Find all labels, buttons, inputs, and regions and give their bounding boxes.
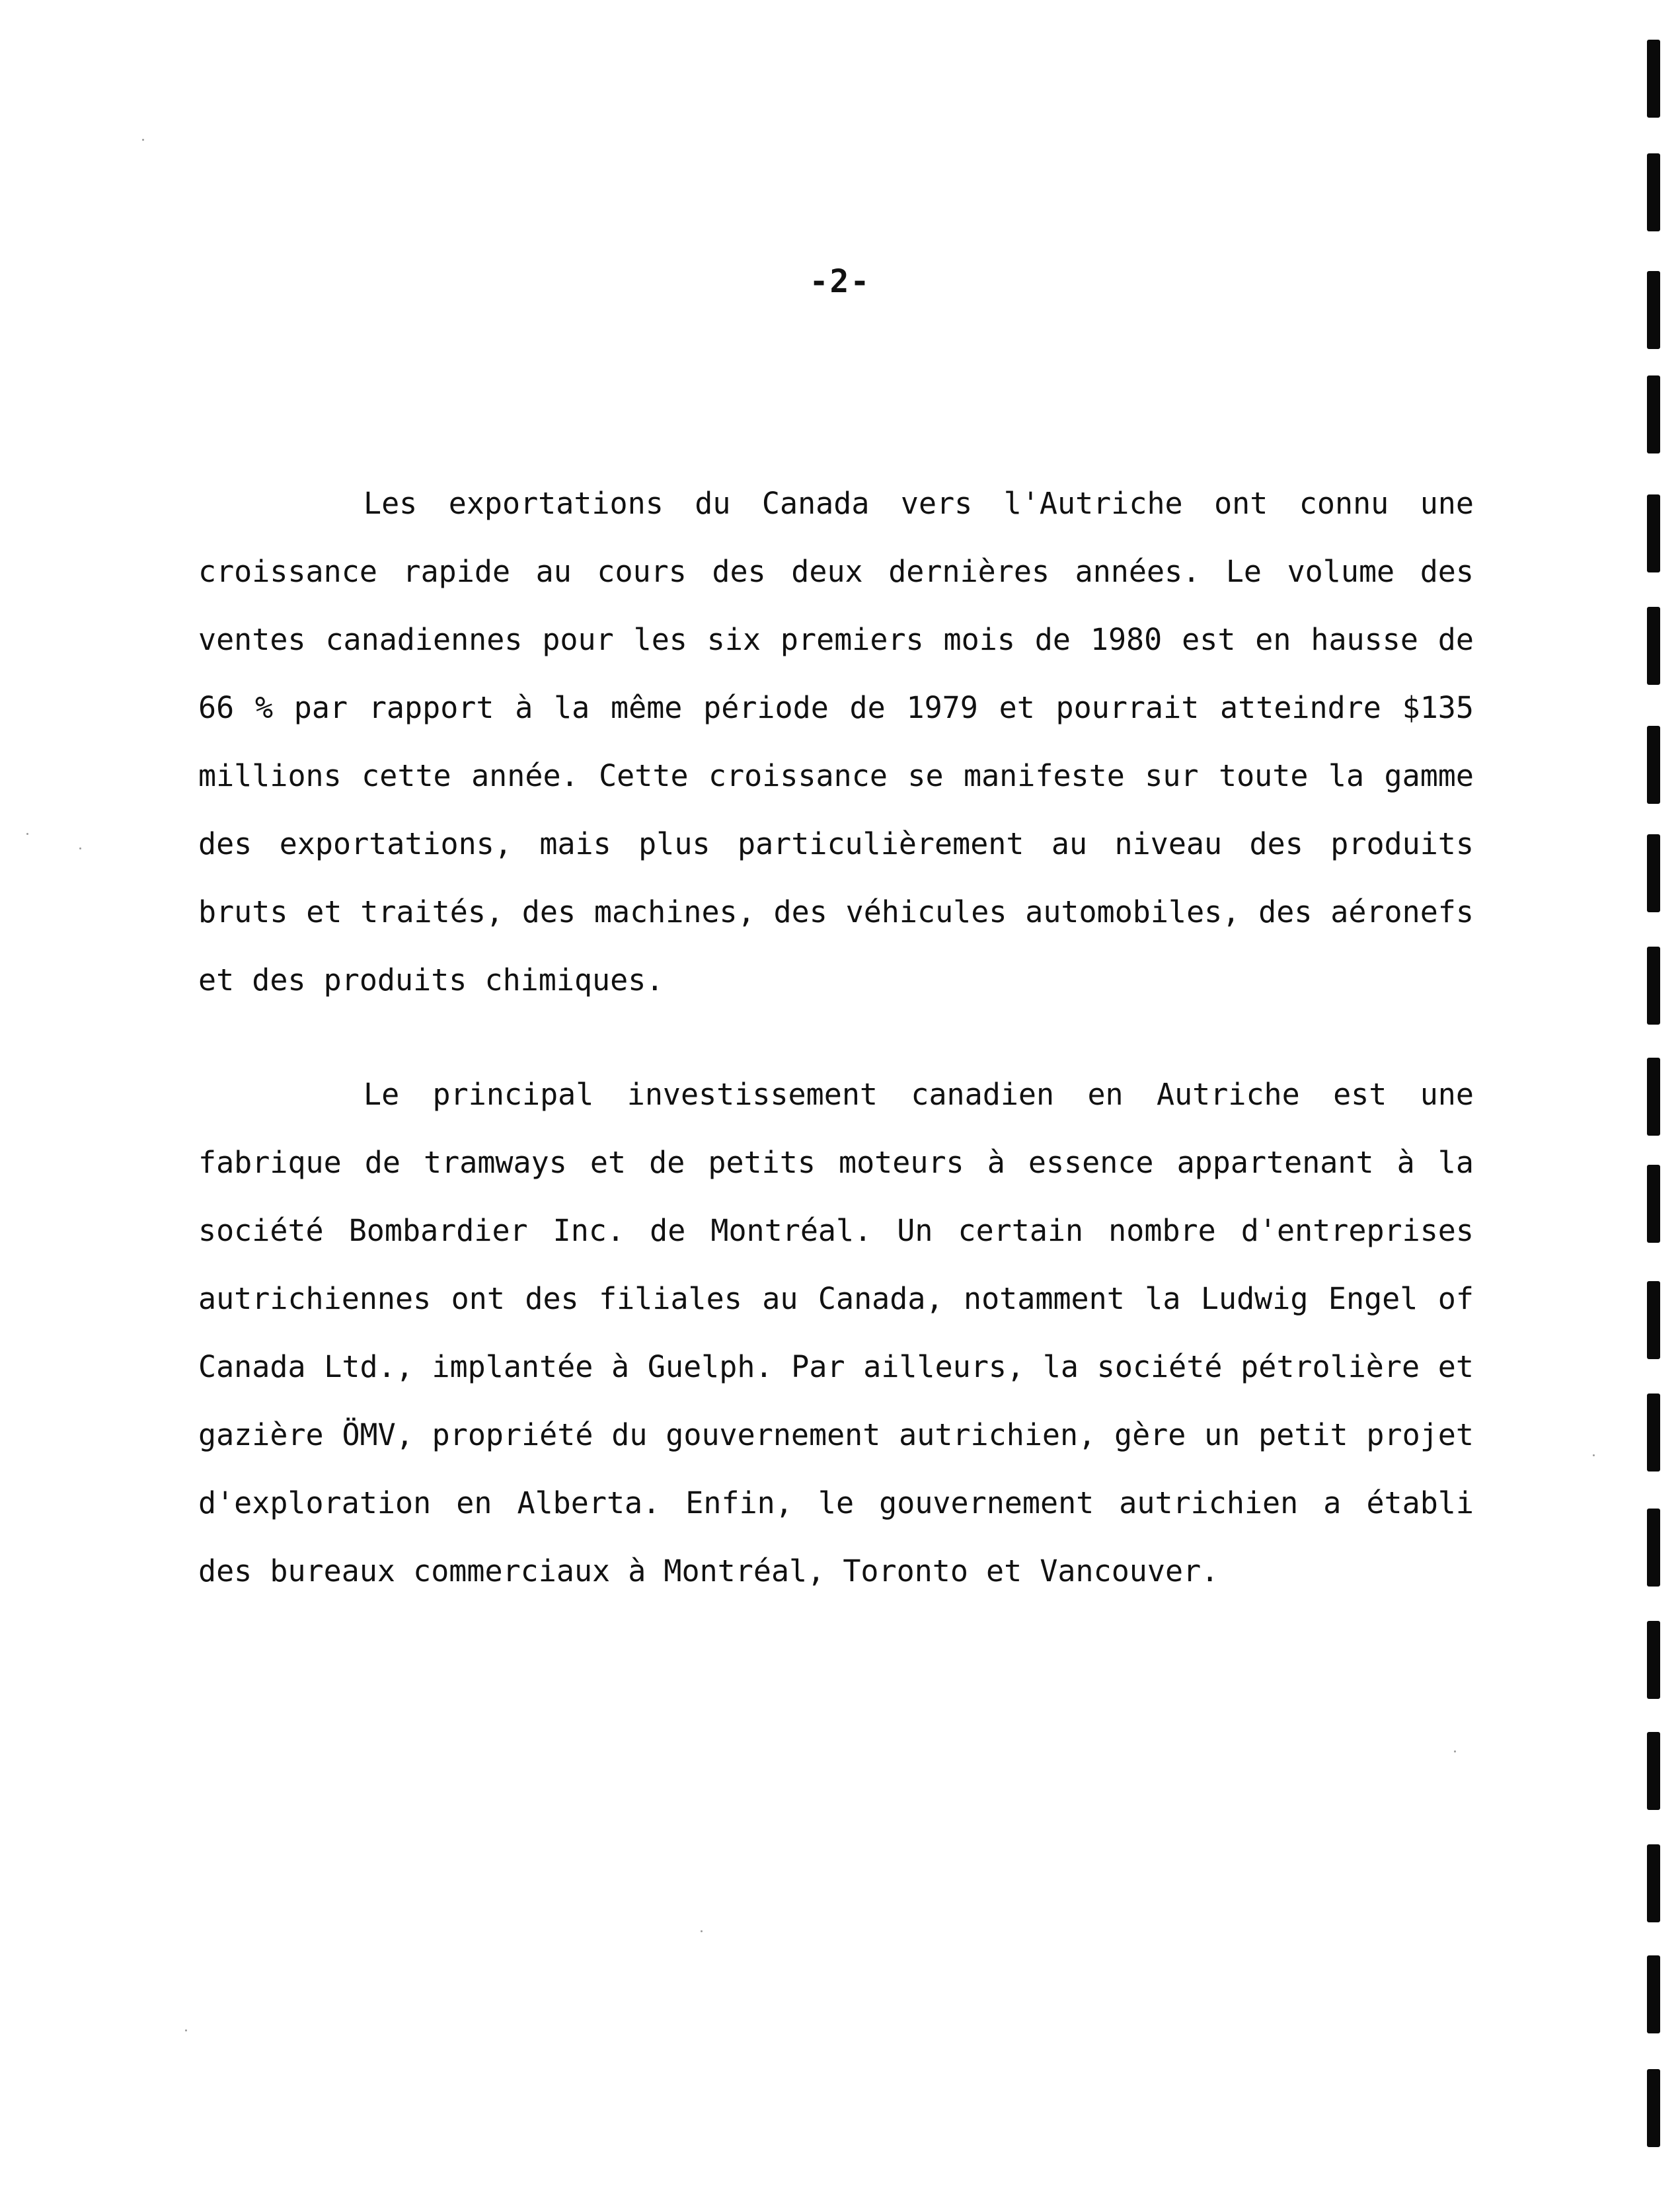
binding-mark bbox=[1647, 1955, 1660, 2033]
scan-speck bbox=[79, 847, 81, 849]
scan-speck bbox=[26, 833, 28, 835]
binding-mark bbox=[1647, 40, 1660, 118]
scan-speck bbox=[142, 139, 144, 141]
binding-mark bbox=[1647, 1393, 1660, 1472]
scan-speck bbox=[185, 2029, 187, 2031]
paragraph-exports-text: Les exportations du Canada vers l'Autriche ont connu une croissance rapide au cours des deux dernières années. Le volume des ventes canadiennes pour les six premiers mois de 1980 est en hausse de 66 % par rapport à la même période de 1979 et pourrait atteindre $135 millions cette année. Cette croissance se manifeste sur toute la gamme des exportations, mais plus particulièrement au niveau des produits bruts et traités, des machines, des véhicules automobiles, des aéronefs et des produits chimiques. bbox=[198, 486, 1474, 998]
scan-speck bbox=[1454, 1750, 1456, 1752]
binding-mark bbox=[1647, 1732, 1660, 1810]
binding-mark bbox=[1647, 834, 1660, 912]
binding-mark bbox=[1647, 494, 1660, 572]
binding-mark bbox=[1647, 153, 1660, 231]
binding-mark bbox=[1647, 1058, 1660, 1136]
binding-mark bbox=[1647, 1621, 1660, 1699]
binding-mark bbox=[1647, 271, 1660, 349]
paragraph-exports bbox=[198, 469, 1474, 1014]
binding-mark bbox=[1647, 726, 1660, 804]
binding-mark bbox=[1647, 1281, 1660, 1359]
page-number: -2- bbox=[809, 263, 871, 300]
scan-speck bbox=[1593, 1454, 1595, 1456]
binding-mark bbox=[1647, 2069, 1660, 2147]
binding-marks bbox=[1632, 0, 1672, 2198]
binding-mark bbox=[1647, 375, 1660, 453]
scan-speck bbox=[701, 1930, 703, 1932]
binding-mark bbox=[1647, 1165, 1660, 1243]
binding-mark bbox=[1647, 1844, 1660, 1922]
binding-mark bbox=[1647, 1509, 1660, 1587]
paragraph-investments bbox=[198, 1060, 1474, 1605]
paragraph-investments-text: Le principal investissement canadien en Autriche est une fabrique de tramways et de petits moteurs à essence appartenant à la société Bombardier Inc. de Montréal. Un certain nombre d'entreprises autrichiennes ont des filiales au Canada, notamment la Ludwig Engel of Canada Ltd., implantée à Guelph. Par ailleurs, la société pétrolière et gazière ÖMV, propriété du gouvernement autrichien, gère un petit projet d'exploration en Alberta. Enfin, le gouvernement autrichien a établi des bureaux commerciaux à Montréal, Toronto et Vancouver. bbox=[198, 1077, 1474, 1589]
binding-mark bbox=[1647, 607, 1660, 685]
binding-mark bbox=[1647, 947, 1660, 1025]
